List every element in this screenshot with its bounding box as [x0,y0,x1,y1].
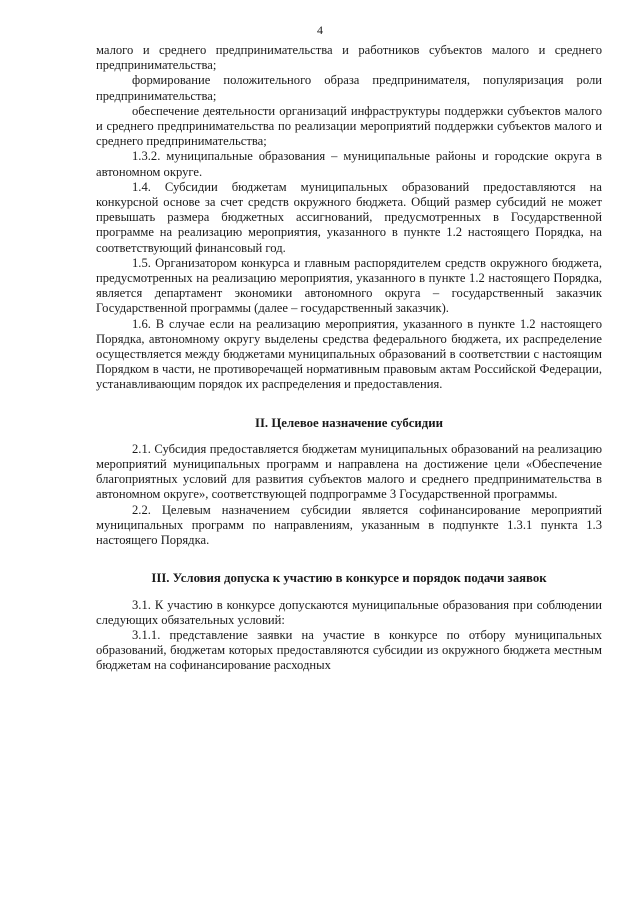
section-heading: III. Условия допуска к участию в конкурсе и порядок подачи заявок [151,571,547,586]
paragraph: 3.1.1. представление заявки на участие в конкурсе по отбору муниципальных образований, бюджетам которых предоставляются субсидии из окружного бюджета местным бюджетам на софинансирование расходных [96,627,602,673]
paragraph: 1.6. В случае если на реализацию мероприятия, указанного в пункте 1.2 настоящего Порядка, автономному округу выделены средства федерального бюджета, их распределение осуществляется между бюджетами муниципальных образований в соответствии с настоящим Порядком в части, не противоречащей нормативным правовым актам Российской Федерации, устанавливающим порядок их распределения и предоставления. [96,316,602,392]
paragraph: малого и среднего предпринимательства и работников субъектов малого и среднего предпринимательства; [96,43,602,73]
section-heading: II. Целевое назначение субсидии [254,415,444,430]
paragraph: 1.3.2. муниципальные образования – муниципальные районы и городские округа в автономном округе. [96,149,602,179]
page-number: 4 [317,23,323,37]
paragraph: формирование положительного образа предпринимателя, популяризация роли предпринимательства; [96,73,602,103]
paragraph: 2.1. Субсидия предоставляется бюджетам муниципальных образований на реализацию мероприятий муниципальных программ и направлена на достижение цели «Обеспечение благоприятных условий для развития субъектов малого и среднего предпринимательства в автономном округе», соответствующей подпрограмме 3 Государственной программы. [96,441,602,502]
paragraph: 1.4. Субсидии бюджетам муниципальных образований предоставляются на конкурсной основе за счет средств окружного бюджета. Общий размер субсидий не может превышать размера бюджетных ассигнований, предусмотренных в Государственной программе на реализацию мероприятия, указанного в пункте 1.2 настоящего Порядка, на соответствующий финансовый год. [96,179,602,255]
paragraph: 3.1. К участию в конкурсе допускаются муниципальные образования при соблюдении следующих обязательных условий: [96,597,602,627]
paragraph: 1.5. Организатором конкурса и главным распорядителем средств окружного бюджета, предусмотренных на реализацию мероприятия, указанного в пункте 1.2 настоящего Порядка, является департамент экономики автономного округа – государственный заказчик Государственной программы (далее – государственный заказчик). [96,255,602,316]
document-body [96,43,602,674]
paragraph: 2.2. Целевым назначением субсидии является софинансирование мероприятий муниципальных программ по направлениям, указанным в подпункте 1.3.1 пункта 1.3 настоящего Порядка. [96,502,602,548]
paragraph: обеспечение деятельности организаций инфраструктуры поддержки субъектов малого и среднего предпринимательства по реализации мероприятий поддержки субъектов малого и среднего предпринимательства; [96,103,602,149]
